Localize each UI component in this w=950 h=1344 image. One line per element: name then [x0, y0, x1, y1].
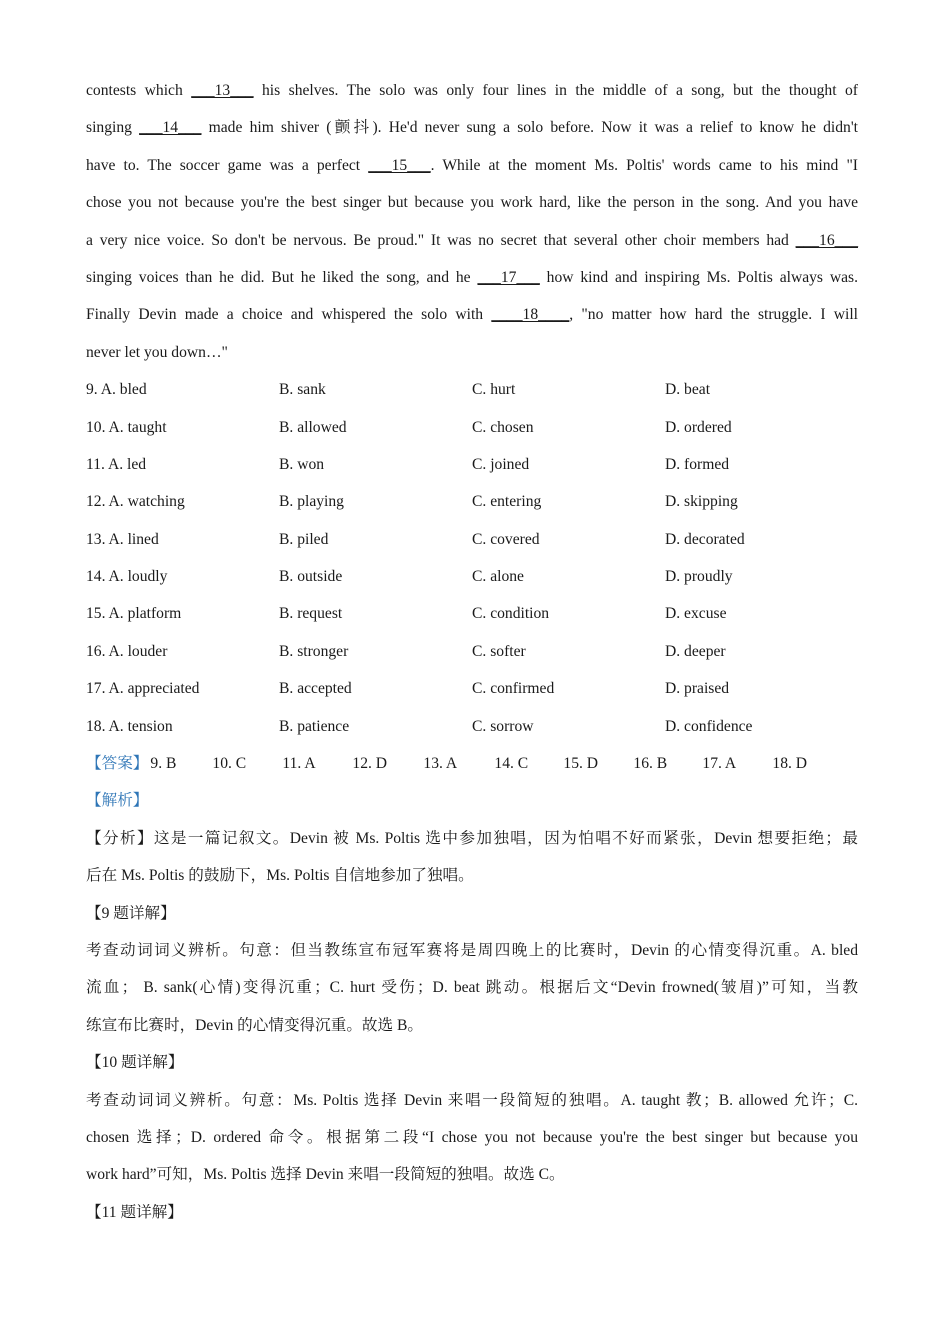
option-choice: C. confirmed	[472, 680, 555, 698]
option-choice: 9. A. bled	[86, 381, 147, 399]
passage-line	[86, 147, 858, 184]
answer-item: 14. C	[494, 755, 529, 773]
answer-item: 17. A	[702, 755, 737, 773]
option-row	[86, 670, 858, 707]
option-choice: C. alone	[472, 568, 524, 586]
answer-row	[86, 745, 858, 782]
option-row	[86, 558, 858, 595]
passage-line	[86, 109, 858, 146]
option-row	[86, 409, 858, 446]
option-choice: B. sank	[279, 381, 326, 399]
passage-text: singing	[86, 119, 140, 137]
section-heading: 【11 题详解】	[86, 1203, 183, 1221]
option-choice: D. beat	[665, 381, 711, 399]
option-choice: D. deeper	[665, 642, 726, 660]
section-heading: 【分析】这是一篇记叙文。Devin 被 Ms. Poltis 选中参加独唱，因为怕唱不好而紧张，Devin 想要拒绝；最	[86, 829, 858, 847]
option-choice: 18. A. tension	[86, 717, 173, 735]
passage-text: singing voices than he did. But he liked the song, and he	[86, 268, 478, 286]
option-choice: D. decorated	[665, 530, 745, 548]
blank: ___14___	[139, 119, 202, 137]
answer-item: 18. D	[772, 755, 808, 773]
analysis-line: 练宣布比赛时，Devin 的心情变得沉重。故选 B。	[86, 1016, 423, 1034]
answer-item: 13. A	[423, 755, 458, 773]
option-row	[86, 446, 858, 483]
blank: ____18____	[491, 306, 570, 324]
option-choice: C. softer	[472, 642, 526, 660]
option-choice: 12. A. watching	[86, 493, 185, 511]
option-row	[86, 521, 858, 558]
analysis-line: 流血； B. sank(心情)变得沉重；C. hurt 受伤；D. beat 跳动。根据后文“Devin frowned(皱眉)”可知，当教	[86, 979, 858, 997]
option-choice: B. allowed	[279, 418, 347, 436]
passage-line	[86, 222, 858, 259]
option-choice: B. outside	[279, 568, 343, 586]
options-list	[86, 371, 858, 745]
analysis-line: chosen 选择；D. ordered 命令。根据第二段“I chose you not because you're the best singer but because you	[86, 1128, 858, 1146]
answer-item: 11. A	[282, 755, 316, 773]
option-choice: D. praised	[665, 680, 730, 698]
option-choice: B. piled	[279, 530, 329, 548]
option-choice: C. covered	[472, 530, 540, 548]
passage-line	[86, 259, 858, 296]
passage-line	[86, 296, 858, 333]
passage-text: a very nice voice. So don't be nervous. Be proud." It was no secret that several other choir members had	[86, 231, 796, 249]
analysis-line: 考查动词词义辨析。句意：Ms. Poltis 选择 Devin 来唱一段简短的独唱。A. taught 教；B. allowed 允许；C.	[86, 1091, 858, 1109]
passage-text: have to. The soccer game was a perfect	[86, 156, 369, 174]
passage-text: Finally Devin made a choice and whispered the solo with	[86, 306, 492, 324]
analysis-line: 后在 Ms. Poltis 的鼓励下，Ms. Poltis 自信地参加了独唱。	[86, 867, 474, 885]
option-choice: C. condition	[472, 605, 550, 623]
option-choice: B. playing	[279, 493, 344, 511]
option-choice: 16. A. louder	[86, 642, 168, 660]
passage-text: chose you not because you're the best singer but because you work hard, like the person in the song. And you have	[86, 194, 858, 212]
passage-text: made him shiver (颤抖). He'd never sung a solo before. Now it was a relief to know he didn't	[201, 119, 858, 137]
passage-text: contests which	[86, 82, 192, 99]
option-choice: D. formed	[665, 455, 730, 473]
option-row	[86, 633, 858, 670]
option-row	[86, 371, 858, 408]
passage-line	[86, 334, 858, 371]
option-choice: C. entering	[472, 493, 542, 511]
answer-item: 12. D	[352, 755, 388, 773]
passage-text: never let you down…"	[86, 343, 228, 361]
passage-line	[86, 184, 858, 221]
passage-text: how kind and inspiring Ms. Poltis always was.	[539, 268, 859, 286]
passage-text: , "no matter how hard the struggle. I will	[569, 306, 859, 324]
blank: ___15___	[368, 156, 431, 174]
option-choice: D. ordered	[665, 418, 732, 436]
option-choice: 11. A. led	[86, 455, 147, 473]
answer-item: 9. B	[150, 755, 177, 773]
option-choice: 10. A. taught	[86, 418, 167, 436]
option-choice: B. accepted	[279, 680, 352, 698]
option-choice: 13. A. lined	[86, 530, 159, 548]
passage	[86, 72, 858, 371]
option-choice: C. hurt	[472, 381, 516, 399]
option-choice: C. chosen	[472, 418, 534, 436]
analysis-line: work hard”可知，Ms. Poltis 选择 Devin 来唱一段简短的独唱。故选 C。	[86, 1166, 565, 1184]
blank: ___16___	[795, 231, 858, 249]
section-heading: 【9 题详解】	[86, 904, 176, 922]
passage-line	[86, 72, 858, 109]
option-choice: D. confidence	[665, 717, 753, 735]
option-choice: 14. A. loudly	[86, 568, 168, 586]
answer-item: 15. D	[563, 755, 599, 773]
option-choice: D. excuse	[665, 605, 727, 623]
option-choice: C. sorrow	[472, 717, 534, 735]
section-heading: 【10 题详解】	[86, 1054, 184, 1072]
option-choice: B. stronger	[279, 642, 349, 660]
answer-item: 16. B	[633, 755, 668, 773]
option-row	[86, 483, 858, 520]
option-choice: C. joined	[472, 455, 530, 473]
analysis-line: 考查动词词义辨析。句意：但当教练宣布冠军赛将是周四晚上的比赛时，Devin 的心情变得沉重。A. bled	[86, 941, 858, 959]
option-choice: B. won	[279, 455, 325, 473]
option-choice: B. patience	[279, 717, 350, 735]
option-choice: D. skipping	[665, 493, 738, 511]
blank: ___17___	[477, 268, 540, 286]
document-page	[86, 72, 858, 1231]
passage-text: . While at the moment Ms. Poltis' words came to his mind "I	[430, 156, 858, 174]
analysis-label: 【解析】	[86, 792, 149, 810]
answer-label: 【答案】	[86, 755, 149, 773]
option-choice: 15. A. platform	[86, 605, 182, 623]
option-choice: 17. A. appreciated	[86, 680, 200, 698]
answer-item: 10. C	[212, 755, 247, 773]
option-row	[86, 708, 858, 745]
option-choice: D. proudly	[665, 568, 733, 586]
option-choice: B. request	[279, 605, 343, 623]
blank: ___13___	[191, 82, 254, 99]
analysis-body	[86, 820, 858, 1231]
passage-text: his shelves. The solo was only four lines in the middle of a song, but the thought of	[253, 82, 858, 99]
option-row	[86, 595, 858, 632]
